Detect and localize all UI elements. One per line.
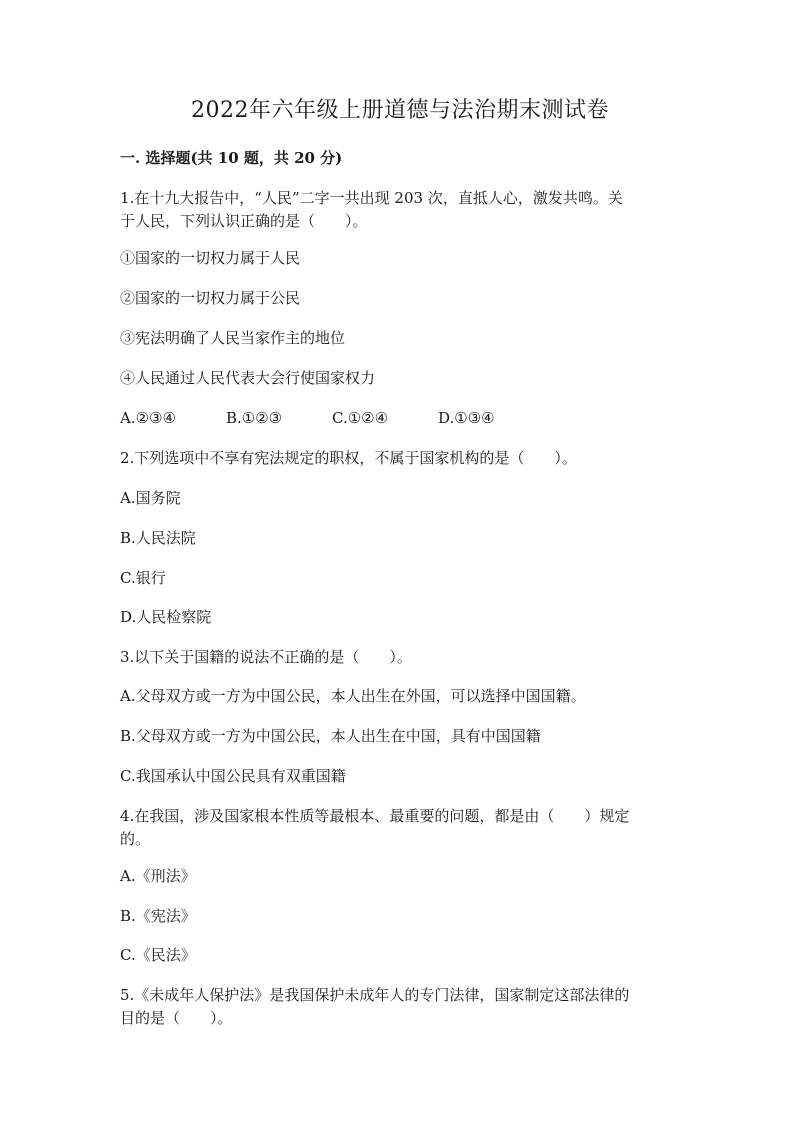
question-3-option-b[interactable]: B.父母双方或一方为中国公民，本人出生在中国，具有中国国籍 bbox=[120, 727, 541, 745]
question-1-statement-2: ②国家的一切权力属于公民 bbox=[120, 289, 301, 307]
section-heading: 一. 选择题(共 10 题，共 20 分) bbox=[120, 149, 343, 167]
question-2-option-a[interactable]: A.国务院 bbox=[120, 489, 181, 507]
question-1-statement-1: ①国家的一切权力属于人民 bbox=[120, 249, 301, 267]
question-4-option-c[interactable]: C.《民法》 bbox=[120, 946, 196, 964]
question-1-statement-3: ③宪法明确了人民当家作主的地位 bbox=[120, 329, 346, 347]
question-3-option-c[interactable]: C.我国承认中国公民具有双重国籍 bbox=[120, 767, 346, 785]
question-4-stem-line-1: 4.在我国，涉及国家根本性质等最根本、最重要的问题，都是由（ ）规定 bbox=[120, 807, 630, 825]
question-3-option-a[interactable]: A.父母双方或一方为中国公民，本人出生在外国，可以选择中国国籍。 bbox=[120, 687, 586, 705]
question-3-stem: 3.以下关于国籍的说法不正确的是（ ）。 bbox=[120, 648, 412, 666]
question-2-option-d[interactable]: D.人民检察院 bbox=[120, 608, 212, 626]
question-2-option-b[interactable]: B.人民法院 bbox=[120, 529, 196, 547]
question-5-stem-line-1: 5.《未成年人保护法》是我国保护未成年人的专门法律，国家制定这部法律的 bbox=[120, 986, 630, 1004]
question-4-option-a[interactable]: A.《刑法》 bbox=[120, 867, 196, 885]
question-4-stem-line-2: 的。 bbox=[120, 830, 151, 848]
question-1-option-b[interactable]: B.①②③ bbox=[226, 409, 283, 427]
question-2-stem: 2.下列选项中不享有宪法规定的职权，不属于国家机构的是（ ）。 bbox=[120, 449, 577, 467]
question-5-stem-line-2: 目的是（ ）。 bbox=[120, 1009, 233, 1027]
page-title: 2022年六年级上册道德与法治期末测试卷 bbox=[191, 98, 609, 123]
question-2-option-c[interactable]: C.银行 bbox=[120, 569, 166, 587]
question-1-statement-4: ④人民通过人民代表大会行使国家权力 bbox=[120, 369, 376, 387]
question-4-option-b[interactable]: B.《宪法》 bbox=[120, 907, 196, 925]
question-1-option-d[interactable]: D.①③④ bbox=[438, 409, 495, 427]
question-1-stem-line-2: 于人民，下列认识正确的是（ ）。 bbox=[120, 212, 368, 230]
question-1-option-c[interactable]: C.①②④ bbox=[332, 409, 389, 427]
question-1-option-a[interactable]: A.②③④ bbox=[120, 409, 176, 427]
question-1-stem-line-1: 1.在十九大报告中，“人民”二字一共出现 203 次，直抵人心，激发共鸣。关 bbox=[120, 189, 623, 207]
